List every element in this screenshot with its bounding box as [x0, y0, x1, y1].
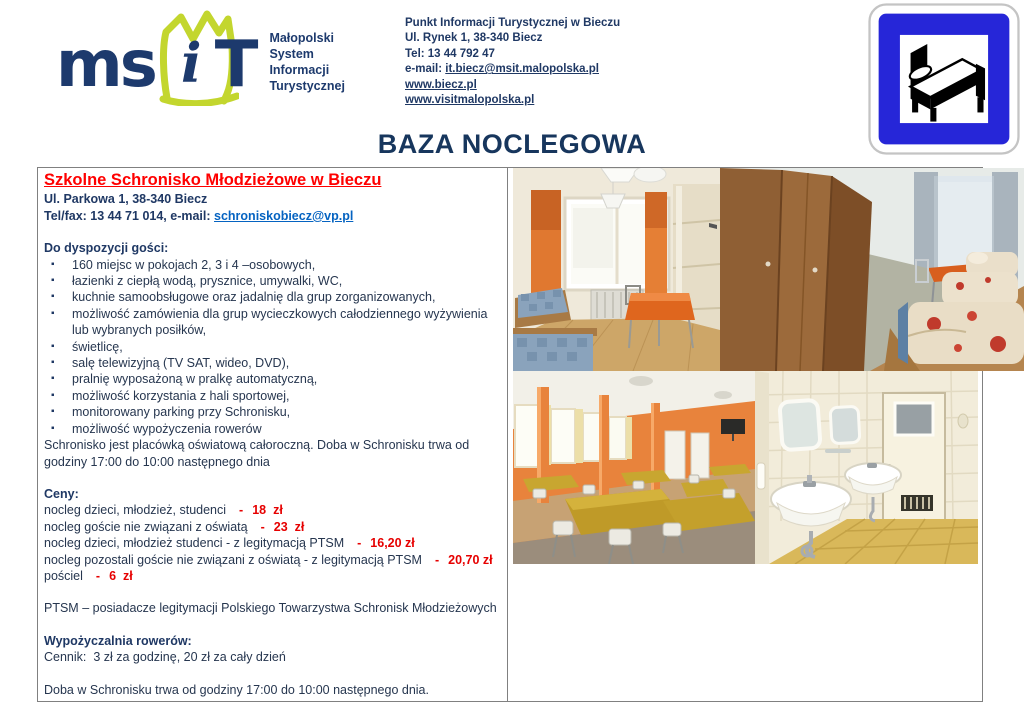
price-value: 6 zł	[109, 568, 133, 583]
price-value: 23 zł	[273, 519, 305, 534]
price-row: nocleg goście nie związani z oświatą - 23 zł	[44, 519, 305, 534]
msit-logo	[56, 6, 345, 108]
photo-dorm-room	[720, 168, 1024, 371]
contact-email-link[interactable]: it.biecz@msit.malopolska.pl	[445, 63, 599, 76]
tourist-info-contact	[405, 16, 620, 108]
list-item: ▪ kuchnie samoobsługowe oraz jadalnię dla grup zorganizowanych,	[44, 289, 500, 305]
bullet-icon: ▪	[51, 291, 55, 303]
bike-rental-pricing: Cennik: 3 zł za godzinę, 20 zł za cały dzień	[44, 650, 286, 665]
photo-bathroom	[755, 371, 978, 564]
logo-tagline: Małopolski System Informacji Turystycznej	[269, 31, 345, 93]
amenities-list	[44, 257, 500, 437]
contact-www-visitmalopolska-link[interactable]: www.visitmalopolska.pl	[405, 94, 535, 107]
list-item: ▪ możliwość korzystania z hali sportowej,	[44, 388, 500, 404]
list-item: ▪ monitorowany parking przy Schronisku,	[44, 404, 500, 420]
amenities-heading: Do dyspozycji gości:	[44, 241, 169, 256]
bullet-icon: ▪	[51, 258, 55, 270]
price-row: nocleg dzieci, młodzież, studenci - 18 zł	[44, 503, 283, 518]
list-item: ▪ świetlicę,	[44, 339, 500, 355]
contact-www-biecz-link[interactable]: www.biecz.pl	[405, 78, 477, 91]
year-round-note: Schronisko jest placówką oświatową całoroczną. Doba w Schronisku trwa od godziny 17:00 do 10:00 następnego dnia	[44, 438, 470, 469]
bike-rental-heading: Wypożyczalnia rowerów:	[44, 633, 192, 648]
listing-phone-email: Tel/fax: 13 44 71 014, e-mail: schroniskobiecz@vp.pl	[44, 208, 354, 223]
list-item: ▪ łazienki z ciepłą wodą, prysznice, umywalki, WC,	[44, 273, 500, 289]
bullet-icon: ▪	[51, 357, 55, 369]
list-item: ▪ możliwość zamówienia dla grup wycieczkowych całodziennego wyżywienia lub wybranych posiłków,	[44, 306, 500, 339]
ptsm-note: PTSM – posiadacze legitymacji Polskiego Towarzystwa Schronisk Młodzieżowych	[44, 601, 497, 616]
price-row: pościel - 6 zł	[44, 568, 133, 583]
price-row: nocleg dzieci, młodzież studenci - z legitymacją PTSM - 16,20 zł	[44, 536, 415, 551]
check-in-note: Doba w Schronisku trwa od godziny 17:00 do 10:00 następnego dnia.	[44, 682, 429, 697]
list-item: ▪ salę telewizyjną (TV SAT, wideo, DVD),	[44, 355, 500, 371]
contact-org: Punkt Informacji Turystycznej w Bieczu	[405, 17, 621, 29]
listing-name: Szkolne Schronisko Młodzieżowe w Bieczu	[44, 171, 382, 189]
contact-phone: Tel: 13 44 792 47	[405, 47, 495, 60]
bullet-icon: ▪	[51, 422, 55, 434]
price-value: 16,20 zł	[370, 536, 415, 551]
bullet-icon: ▪	[51, 340, 55, 352]
price-value: 18 zł	[252, 503, 283, 518]
photo-dining-hall	[513, 371, 755, 564]
logo-t-text: T	[214, 28, 256, 102]
list-item: ▪ 160 miejsc w pokojach 2, 3 i 4 –osobowych,	[44, 257, 500, 273]
listing-text-column	[44, 171, 500, 698]
list-item: ▪ pralnię wyposażoną w pralkę automatyczną,	[44, 371, 500, 387]
listing-email-link[interactable]: schroniskobiecz@vp.pl	[214, 208, 354, 223]
bullet-icon: ▪	[51, 389, 55, 401]
bullet-icon: ▪	[51, 373, 55, 385]
bullet-icon: ▪	[51, 406, 55, 418]
logo-i-text: i	[180, 31, 202, 95]
price-row: nocleg pozostali goście nie związani z oświatą - z legitymacją PTSM - 20,70 zł	[44, 552, 493, 567]
photo-bedroom	[513, 168, 720, 371]
bullet-icon: ▪	[51, 307, 55, 319]
prices-heading: Ceny:	[44, 486, 79, 501]
bullet-icon: ▪	[51, 275, 55, 287]
price-value: 20,70 zł	[448, 552, 493, 567]
listing-address: Ul. Parkowa 1, 38-340 Biecz	[44, 192, 208, 207]
contact-address: Ul. Rynek 1, 38-340 Biecz	[405, 32, 543, 45]
contact-email-line: e-mail: it.biecz@msit.malopolska.pl	[405, 63, 599, 76]
page-title: BAZA NOCLEGOWA	[377, 129, 647, 159]
list-item: ▪ możliwość wypożyczenia rowerów	[44, 421, 500, 437]
column-divider	[507, 168, 508, 701]
logo-ms-text: ms	[56, 28, 155, 102]
